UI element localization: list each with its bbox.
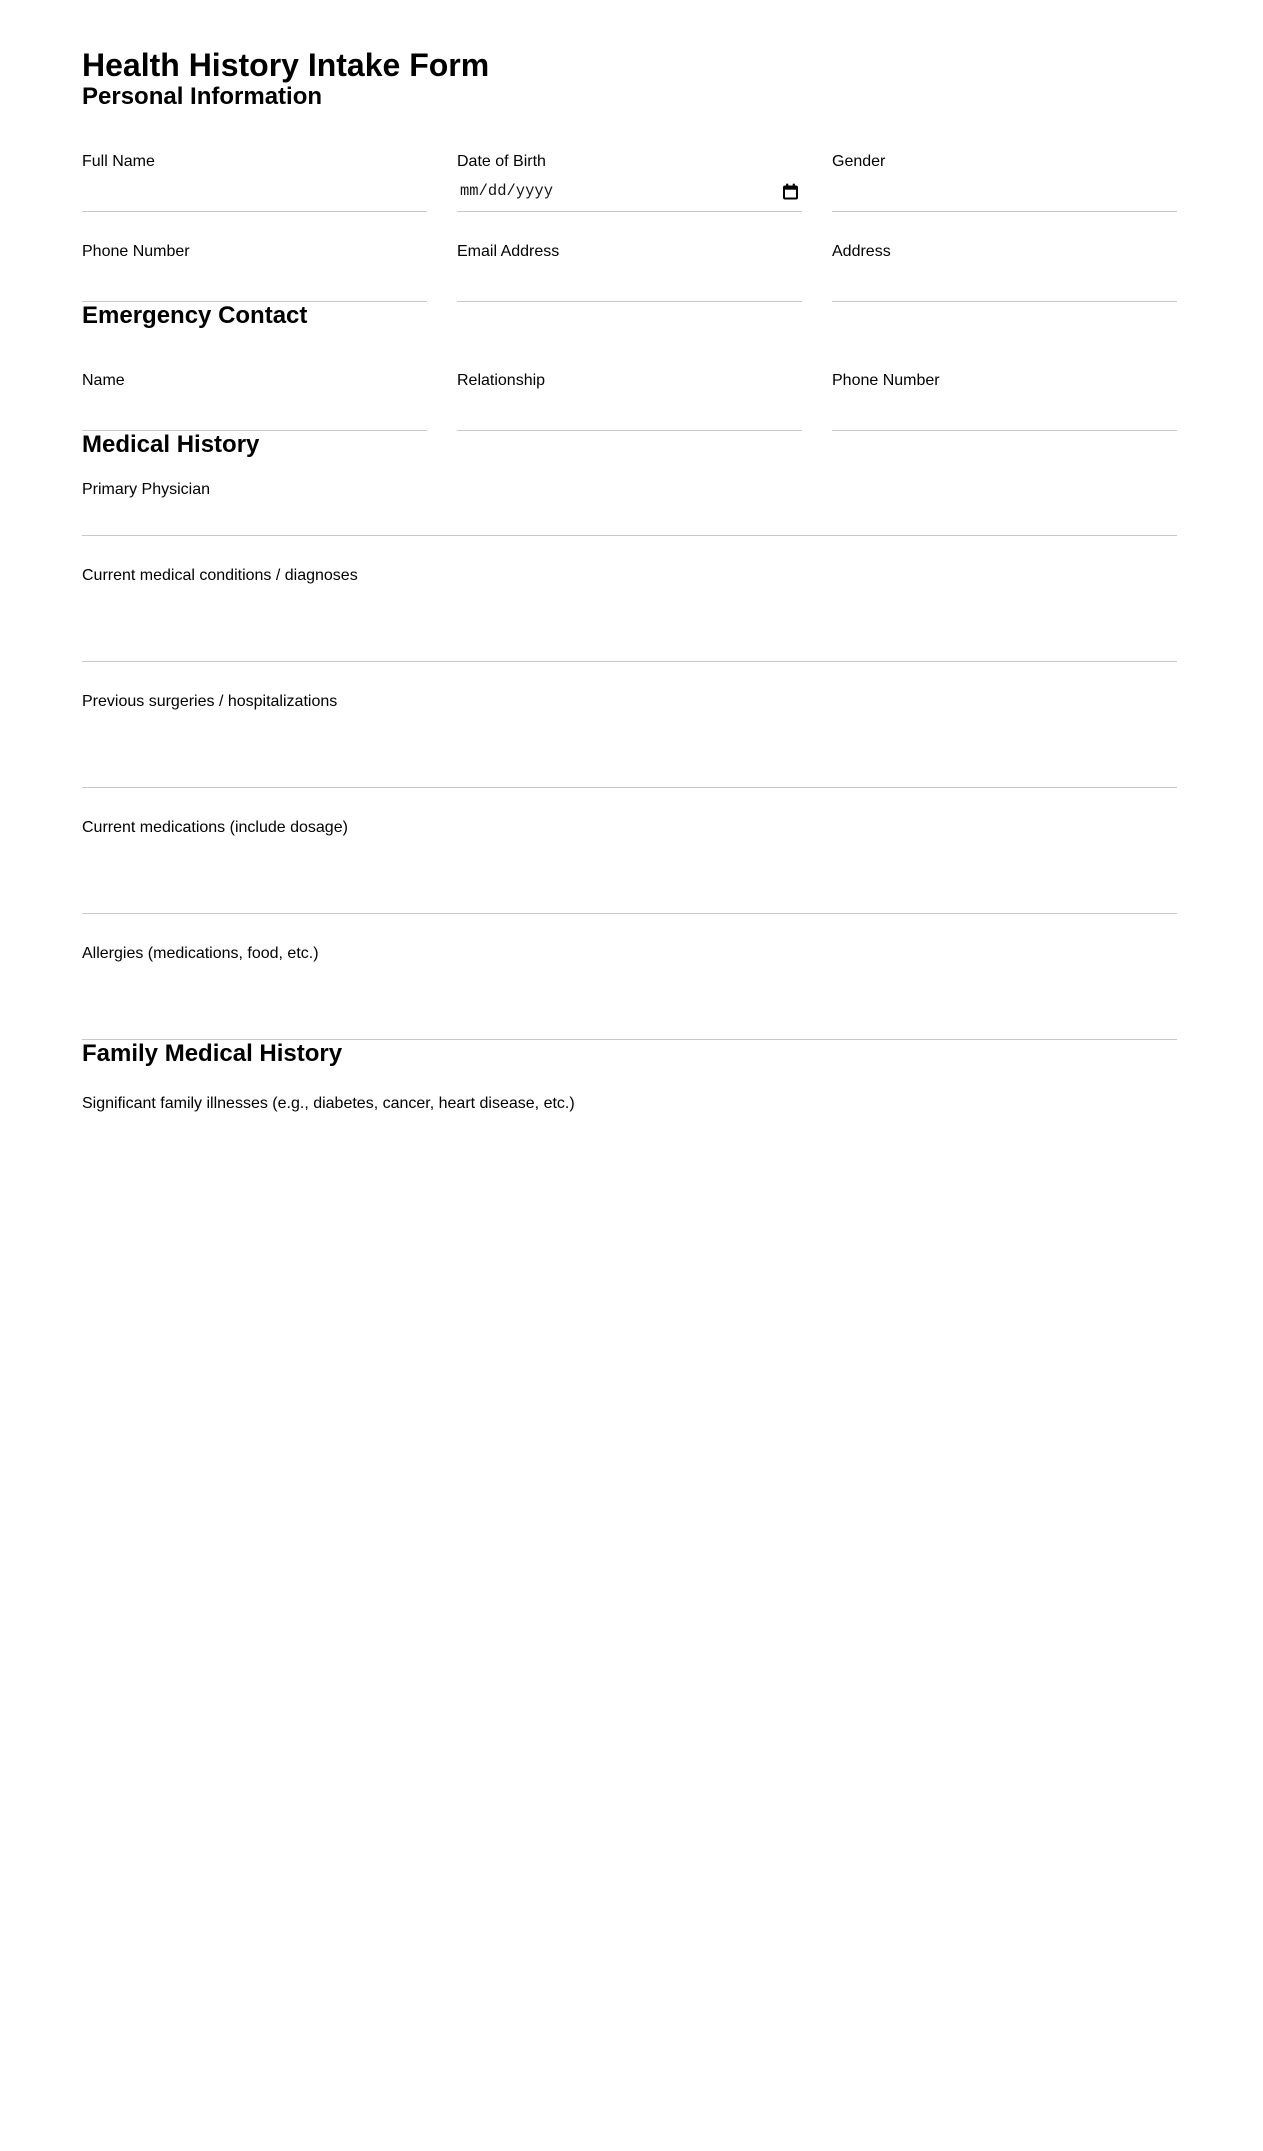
current-medications-textarea[interactable]	[82, 838, 1177, 914]
emergency-phone-field	[832, 371, 1177, 431]
email-address-field	[457, 242, 802, 302]
address-input[interactable]	[832, 262, 1177, 302]
medical-conditions-label: Current medical conditions / diagnoses	[82, 566, 358, 584]
form-container	[82, 48, 1177, 1224]
address-label: Address	[832, 242, 891, 260]
primary-physician-field	[82, 480, 1177, 536]
allergies-label: Allergies (medications, food, etc.)	[82, 944, 319, 962]
date-of-birth-input-wrap	[457, 172, 802, 212]
gender-input[interactable]	[832, 172, 1177, 212]
phone-number-input[interactable]	[82, 262, 427, 302]
family-illnesses-label: Significant family illnesses (e.g., diabetes, cancer, heart disease, etc.)	[82, 1095, 575, 1113]
medical-conditions-field	[82, 566, 1177, 662]
emergency-name-input[interactable]	[82, 391, 427, 431]
emergency-name-field	[82, 371, 427, 431]
phone-number-field	[82, 242, 427, 302]
family-illnesses-textarea[interactable]	[82, 1114, 1177, 1224]
personal-information-grid	[82, 152, 1177, 302]
allergies-textarea[interactable]	[82, 964, 1177, 1040]
previous-surgeries-textarea[interactable]	[82, 712, 1177, 788]
previous-surgeries-field	[82, 692, 1177, 788]
medical-history-heading: Medical History	[82, 430, 260, 458]
allergies-field	[82, 944, 1177, 1040]
medical-conditions-textarea[interactable]	[82, 586, 1177, 662]
calendar-picker-button[interactable]	[782, 183, 799, 200]
emergency-phone-input[interactable]	[832, 391, 1177, 431]
previous-surgeries-label: Previous surgeries / hospitalizations	[82, 692, 338, 710]
address-field	[832, 242, 1177, 302]
page-title: Health History Intake Form	[82, 47, 490, 83]
emergency-relationship-field	[457, 371, 802, 431]
current-medications-label: Current medications (include dosage)	[82, 818, 348, 836]
full-name-input[interactable]	[82, 172, 427, 212]
gender-label: Gender	[832, 152, 886, 170]
calendar-icon	[782, 188, 799, 203]
emergency-relationship-label: Relationship	[457, 371, 546, 389]
email-address-label: Email Address	[457, 242, 560, 260]
emergency-contact-grid	[82, 371, 1177, 431]
emergency-contact-heading: Emergency Contact	[82, 301, 308, 329]
emergency-name-label: Name	[82, 371, 125, 389]
date-of-birth-label: Date of Birth	[457, 152, 546, 170]
current-medications-field	[82, 818, 1177, 914]
family-illnesses-field	[82, 1094, 1177, 1224]
date-of-birth-input[interactable]	[457, 182, 776, 200]
email-address-input[interactable]	[457, 262, 802, 302]
family-medical-history-heading: Family Medical History	[82, 1039, 343, 1067]
full-name-label: Full Name	[82, 152, 155, 170]
full-name-field	[82, 152, 427, 212]
primary-physician-label: Primary Physician	[82, 480, 211, 498]
personal-information-heading: Personal Information	[82, 83, 323, 111]
date-of-birth-field	[457, 152, 802, 212]
gender-field	[832, 152, 1177, 212]
phone-number-label: Phone Number	[82, 242, 190, 260]
emergency-phone-label: Phone Number	[832, 371, 940, 389]
primary-physician-input[interactable]	[82, 500, 1177, 536]
emergency-relationship-input[interactable]	[457, 391, 802, 431]
